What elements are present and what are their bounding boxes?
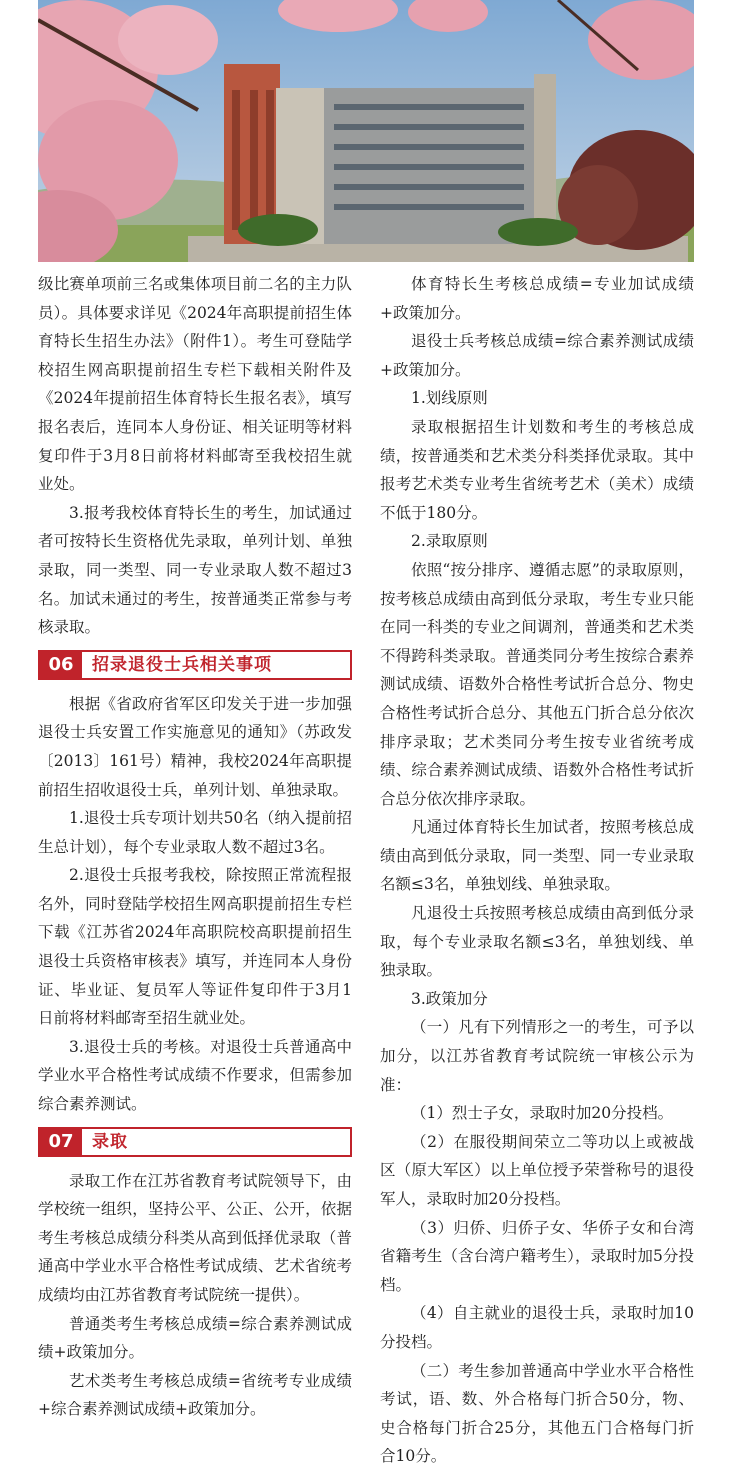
paragraph: 根据《省政府省军区印发关于进一步加强退役士兵安置工作实施意见的通知》（苏政发〔2013〕161号）精神，我校2024年高职提前招生招收退役士兵，单列计划、单独录取。	[38, 694, 352, 799]
paragraph: 3.退役士兵的考核。对退役士兵普通高中学业水平合格性考试成绩不作要求，但需参加综合素养测试。	[38, 1037, 352, 1114]
left-column	[38, 270, 352, 1424]
paragraph: 艺术类考生考核总成绩=省统考专业成绩+综合素养测试成绩+政策加分。	[38, 1371, 352, 1419]
section-number: 06	[40, 652, 82, 678]
paragraph: 1.退役士兵专项计划共50名（纳入提前招生总计划），每个专业录取人数不超过3名。	[38, 809, 352, 856]
paragraph: 体育特长生考核总成绩=专业加试成绩+政策加分。	[380, 275, 694, 322]
paragraph: 录取工作在江苏省教育考试院领导下，由学校统一组织，坚持公平、公正、公开，依据考生考核总成绩分科类从高到低择优录取（普通高中学业水平合格性考试成绩、艺术省统考成绩均由江苏省教育考试院统一提供）。	[38, 1171, 352, 1304]
list-item: （2）在服役期间荣立二等功以上或被战区（原大军区）以上单位授予荣誉称号的退役军人，录取时加20分投档。	[380, 1132, 694, 1208]
subheading: 2.录取原则	[411, 532, 488, 551]
paragraph: 普通类考生考核总成绩=综合素养测试成绩+政策加分。	[38, 1314, 352, 1362]
subheading: 3.政策加分	[411, 989, 488, 1008]
paragraph: 3.报考我校体育特长生的考生，加试通过者可按特长生资格优先录取，单列计划、单独录取，同一类型、同一专业录取人数不超过3名。加试未通过的考生，按普通类正常参与考核录取。	[38, 503, 352, 637]
paragraph: （一）凡有下列情形之一的考生，可予以加分，以江苏省教育考试院统一审核公示为准：	[380, 1018, 694, 1094]
paragraph: 凡退役士兵按照考核总成绩由高到低分录取，每个专业录取名额≤3名，单独划线、单独录取。	[380, 904, 694, 980]
paragraph: 退役士兵考核总成绩=综合素养测试成绩+政策加分。	[380, 332, 694, 379]
paragraph: 依照“按分排序、遵循志愿”的录取原则，按考核总成绩由高到低分录取，考生专业只能在同一科类的专业之间调剂，普通类和艺术类不得跨科类录取。普通类同分考生按综合素养测试成绩、语数外合格性考试折合总分、物史合格性考试折合总分、其他五门折合总分依次排序录取；艺术类同分考生按专业省统考成绩、综合素养测试成绩、语数外合格性考试折合总分依次排序录取。	[380, 560, 694, 808]
paragraph: 凡通过体育特长生加试者，按照考核总成绩由高到低分录取，同一类型、同一专业录取名额≤3名，单独划线、单独录取。	[380, 818, 694, 894]
right-column	[380, 270, 694, 1471]
section-header-06	[38, 650, 352, 680]
list-item: （1）烈士子女，录取时加20分投档。	[411, 1104, 674, 1123]
section-number: 07	[40, 1129, 82, 1155]
subheading: 1.划线原则	[411, 389, 488, 408]
section-title: 招录退役士兵相关事项	[92, 654, 272, 675]
list-item: （3）归侨、归侨子女、华侨子女和台湾省籍考生（含台湾户籍考生），录取时加5分投档。	[380, 1218, 694, 1294]
campus-photo	[38, 0, 694, 262]
paragraph: 级比赛单项前三名或集体项目前二名的主力队员）。具体要求详见《2024年高职提前招生体育特长生招生办法》（附件1）。考生可登陆学校招生网高职提前招生专栏下载相关附件及《2024年提前招生体育特长生报名表》，填写报名表后，连同本人身份证、相关证明等材料复印件于3月8日前将材料邮寄至我校招生就业处。	[38, 275, 352, 494]
section-header-07	[38, 1127, 352, 1157]
paragraph: 2.退役士兵报考我校，除按照正常流程报名外，同时登陆学校招生网高职提前招生专栏下载《江苏省2024年高职院校高职提前招生退役士兵资格审核表》填写，并连同本人身份证、毕业证、复员军人等证件复印件于3月1日前将材料邮寄至招生就业处。	[38, 866, 352, 1028]
paragraph: （二）考生参加普通高中学业水平合格性考试，语、数、外合格每门折合50分，物、史合格每门折合25分，其他五门合格每门折合10分。	[380, 1361, 694, 1466]
list-item: （4）自主就业的退役士兵，录取时加10分投档。	[380, 1304, 694, 1351]
section-title: 录取	[92, 1131, 128, 1152]
paragraph: 录取根据招生计划数和考生的考核总成绩，按普通类和艺术类分科类择优录取。其中报考艺术类专业考生省统考艺术（美术）成绩不低于180分。	[380, 417, 694, 522]
